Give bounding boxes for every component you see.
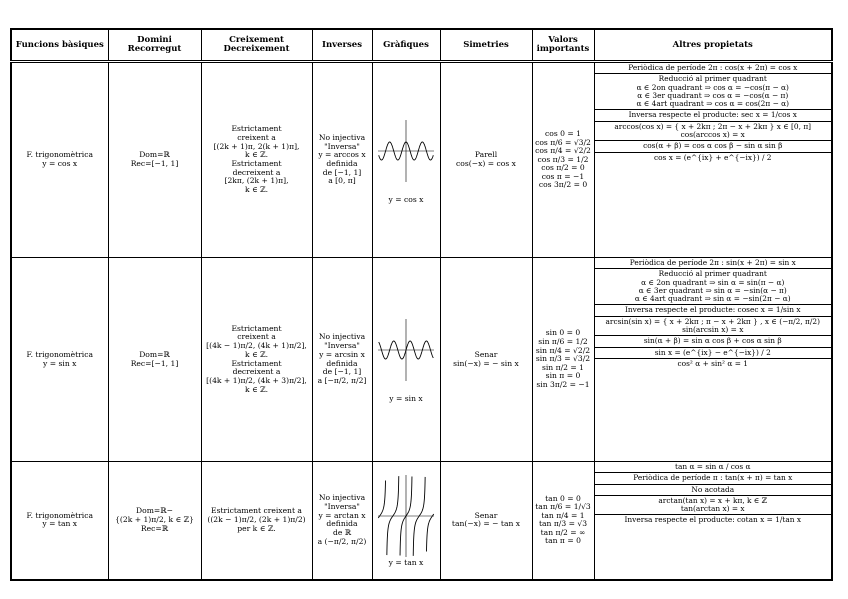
tan-inverse-4: de ℝ <box>332 527 352 537</box>
header-values: Valors importants <box>532 29 594 62</box>
header-inverses: Inverses <box>312 29 372 62</box>
sin-prop-reduction-q2: α ∈ 2on quadrant ⇒ sin α = sin(π − α) <box>641 277 785 287</box>
tan-symmetry-type: Senar <box>474 510 498 520</box>
tan-domain-dom: Dom=ℝ− <box>136 506 173 516</box>
cos-name-line: F. trigonomètrica <box>26 150 93 160</box>
row-cos <box>11 62 832 258</box>
sin-domain-rec: Rec=[−1, 1] <box>130 358 179 368</box>
header-growth: Creixement Decreixement <box>201 29 312 62</box>
sin-prop-sum: sin(α + β) = sin α cos β + cos α sin β <box>595 336 832 347</box>
tan-domain-rec: Rec=ℝ <box>140 523 169 533</box>
tan-value-4: tan π/2 = ∞ <box>540 527 586 537</box>
sin-prop-reduction <box>595 269 832 305</box>
header-graphs: Gràfiques <box>372 29 440 62</box>
sin-prop-reduction-q4: α ∈ 4art quadrant ⇒ sin α = −sin(2π − α) <box>634 294 791 304</box>
cos-name-formula: y = cos x <box>42 159 78 168</box>
sin-prop-reduction-q3: α ∈ 3er quadrant ⇒ sin α = −sin(α − π) <box>638 285 787 295</box>
sin-prop-arcsin-1: sin(arcsin x) = x <box>682 324 744 334</box>
sin-growth-2: [(4k − 1)π/2, (4k + 1)π/2], <box>206 341 307 351</box>
cos-prop-arccos <box>595 122 832 142</box>
sin-inverse-4: de [−1, 1] <box>322 367 362 377</box>
cos-growth <box>201 62 312 258</box>
cos-prop-inverse-product: Inversa respecte el producte: sec x = 1/cos x <box>595 110 832 121</box>
cos-growth-6: [2kπ, (2k + 1)π], <box>224 176 289 186</box>
row-sin <box>11 258 832 462</box>
sin-growth-1: creixent a <box>237 332 276 342</box>
sin-value-3: sin π/3 = √3/2 <box>535 354 591 364</box>
sin-graph-cell <box>372 258 440 462</box>
tan-growth-0: Estrictament creixent a <box>211 506 302 516</box>
tan-prop-period: Periòdica de període π : tan(x + π) = tan x <box>595 473 832 484</box>
tan-inverse-3: definida <box>326 519 358 529</box>
tan-growth <box>201 462 312 580</box>
tan-symmetry <box>440 462 532 580</box>
sin-prop-arcsin <box>595 317 832 337</box>
tan-prop-ratio: tan α = sin α / cos α <box>595 462 832 473</box>
tan-growth-1: ((2k − 1)π/2, (2k + 1)π/2) <box>207 514 306 524</box>
sin-value-4: sin π/2 = 1 <box>541 362 585 372</box>
tan-value-0: tan 0 = 0 <box>545 493 581 503</box>
cos-inverse <box>312 62 372 258</box>
cos-prop-reduction-q3: α ∈ 3er quadrant ⇒ cos α = −cos(α − π) <box>637 90 789 100</box>
sin-name <box>11 258 108 462</box>
cos-domain-rec: Rec=[−1, 1] <box>130 159 179 168</box>
cos-prop-arccos-1: cos(arccos x) = x <box>680 129 745 139</box>
sin-growth-0: Estrictament <box>231 323 282 333</box>
cos-growth-0: Estrictament <box>231 124 282 134</box>
sin-props <box>594 258 832 462</box>
cos-value-3: cos π/3 = 1/2 <box>537 154 589 164</box>
cos-graph-label: y = cos x <box>388 194 424 204</box>
tan-prop-inverse-product: Inversa respecte el producte: cotan x = 1/tan x <box>624 515 802 525</box>
sin-prop-arcsin-0: arcsin(sin x) = { x + 2kπ ; π − x + 2kπ } , x ∈ (−π/2, π/2) <box>605 316 820 326</box>
cos-inverse-5: a [0, π] <box>328 176 356 186</box>
cos-domain <box>108 62 201 258</box>
sin-graph-label: y = sin x <box>389 394 423 404</box>
tan-prop-arctan-0: arctan(tan x) = x + kπ, k ∈ ℤ <box>658 495 768 505</box>
cos-symmetry-type: Parell <box>474 150 498 160</box>
tan-value-1: tan π/6 = 1/√3 <box>535 502 591 512</box>
sin-inverse <box>312 258 372 462</box>
tan-inverse-0: No injectiva <box>318 493 366 503</box>
sin-growth-4: Estrictament <box>231 358 282 368</box>
cos-prop-sum: cos(α + β) = cos α cos β − sin α sin β <box>595 141 832 152</box>
trig-functions-table-wrapper <box>10 28 831 581</box>
sin-prop-period: Periòdica de període 2π : sin(x + 2π) = sin x <box>595 258 832 269</box>
sin-growth <box>201 258 312 462</box>
cos-prop-reduction-title: Reducció al primer quadrant <box>658 74 767 84</box>
tan-name <box>11 462 108 580</box>
cos-inverse-0: No injectiva <box>318 132 366 142</box>
cos-growth-4: Estrictament <box>231 159 282 168</box>
sin-domain <box>108 258 201 462</box>
cos-values <box>532 62 594 258</box>
tan-values <box>532 462 594 580</box>
cos-prop-euler: cos x = (e^{ix} + e^{−ix}) / 2 <box>653 152 772 162</box>
tan-value-2: tan π/4 = 1 <box>541 510 585 520</box>
sin-value-2: sin π/4 = √2/2 <box>535 345 591 355</box>
cos-growth-2: [(2k + 1)π, 2(k + 1)π], <box>213 141 300 151</box>
sin-symmetry-formula: sin(−x) = − sin x <box>453 358 519 368</box>
tan-name-line: F. trigonomètrica <box>26 510 93 520</box>
sin-values <box>532 258 594 462</box>
trig-functions-table <box>10 28 833 581</box>
sin-inverse-5: a [−π/2, π/2] <box>317 375 367 385</box>
sin-growth-5: decreixent a <box>232 367 281 377</box>
sin-inverse-0: No injectiva <box>318 332 366 342</box>
sin-value-0: sin 0 = 0 <box>545 328 581 338</box>
header-domain: Domini Recorregut <box>108 29 201 62</box>
cos-prop-reduction-q4: α ∈ 4art quadrant ⇒ cos α = cos(2π − α) <box>636 99 789 109</box>
sin-name-formula: y = sin x <box>43 358 77 368</box>
tan-value-3: tan π/3 = √3 <box>538 519 588 529</box>
tan-name-formula: y = tan x <box>42 519 78 529</box>
cos-inverse-2: y = arccos x <box>318 150 366 160</box>
cos-value-1: cos π/6 = √3/2 <box>535 137 591 147</box>
tan-inverse-5: a (−π/2, π/2) <box>317 536 367 546</box>
cos-growth-7: k ∈ ℤ. <box>244 185 268 195</box>
cos-domain-dom: Dom=ℝ <box>139 150 170 160</box>
tan-props <box>594 462 832 580</box>
cos-value-2: cos π/4 = √2/2 <box>535 146 591 156</box>
cos-symmetry <box>440 62 532 258</box>
cos-inverse-1: "Inversa" <box>324 141 360 151</box>
tan-domain <box>108 462 201 580</box>
tan-growth-2: per k ∈ ℤ. <box>237 523 276 533</box>
tan-graph-cell <box>372 462 440 580</box>
sin-prop-reduction-title: Reducció al primer quadrant <box>658 269 767 279</box>
sin-inverse-1: "Inversa" <box>324 341 360 351</box>
cos-value-6: cos 3π/2 = 0 <box>538 180 588 190</box>
cos-name <box>11 62 108 258</box>
cos-growth-5: decreixent a <box>232 167 281 177</box>
tan-inverse <box>312 462 372 580</box>
cos-value-5: cos π = −1 <box>541 171 585 181</box>
sin-prop-inverse-product: Inversa respecte el producte: cosec x = 1/sin x <box>595 305 832 316</box>
cos-inverse-4: de [−1, 1] <box>322 167 362 177</box>
sin-prop-pythagoras: cos² α + sin² α = 1 <box>677 358 748 368</box>
cos-growth-3: k ∈ ℤ. <box>244 150 268 160</box>
header-row <box>11 29 832 62</box>
cos-symmetry-formula: cos(−x) = cos x <box>456 159 516 168</box>
sin-value-5: sin π = 0 <box>545 371 581 381</box>
sin-value-6: sin 3π/2 = −1 <box>536 379 590 389</box>
cos-graph-cell <box>372 62 440 258</box>
sin-prop-euler: sin x = (e^{ix} − e^{−ix}) / 2 <box>595 348 832 359</box>
cos-prop-reduction <box>595 74 832 110</box>
tan-symmetry-formula: tan(−x) = − tan x <box>451 519 521 529</box>
tan-graph <box>376 473 436 559</box>
sin-inverse-2: y = arcsin x <box>319 349 365 359</box>
tan-inverse-2: y = arctan x <box>318 510 366 520</box>
tan-inverse-1: "Inversa" <box>324 501 360 511</box>
cos-graph <box>376 116 436 186</box>
tan-prop-unbounded: No acotada <box>595 485 832 496</box>
sin-symmetry <box>440 258 532 462</box>
sin-value-1: sin π/6 = 1/2 <box>538 337 588 347</box>
cos-prop-arccos-0: arccos(cos x) = { x + 2kπ ; 2π − x + 2kπ } x ∈ [0, π] <box>614 121 812 131</box>
sin-growth-6: [(4k + 1)π/2, (4k + 3)π/2], <box>206 375 307 385</box>
cos-props <box>594 62 832 258</box>
sin-graph <box>376 315 436 385</box>
header-other-properties: Altres propietats <box>594 29 832 62</box>
sin-inverse-3: definida <box>326 358 358 368</box>
cos-value-0: cos 0 = 1 <box>545 128 581 138</box>
row-tan <box>11 462 832 580</box>
cos-prop-reduction-q2: α ∈ 2on quadrant ⇒ cos α = −cos(π − α) <box>636 82 789 92</box>
header-functions: Funcions bàsiques <box>11 29 108 62</box>
cos-prop-period: Periòdica de període 2π : cos(x + 2π) = cos x <box>595 63 832 74</box>
cos-inverse-3: definida <box>326 159 358 168</box>
sin-name-line: F. trigonomètrica <box>26 349 93 359</box>
tan-prop-arctan <box>595 496 832 516</box>
sin-growth-3: k ∈ ℤ. <box>244 349 268 359</box>
tan-value-5: tan π = 0 <box>545 536 581 546</box>
sin-growth-7: k ∈ ℤ. <box>244 384 268 394</box>
sin-symmetry-type: Senar <box>474 349 498 359</box>
tan-graph-label: y = tan x <box>388 557 424 567</box>
cos-value-4: cos π/2 = 0 <box>541 163 585 173</box>
tan-prop-arctan-1: tan(arctan x) = x <box>680 504 745 514</box>
tan-domain-excl: {(2k + 1)π/2, k ∈ ℤ} <box>115 514 194 524</box>
header-symmetries: Simetries <box>440 29 532 62</box>
cos-growth-1: creixent a <box>237 132 276 142</box>
sin-domain-dom: Dom=ℝ <box>139 349 170 359</box>
